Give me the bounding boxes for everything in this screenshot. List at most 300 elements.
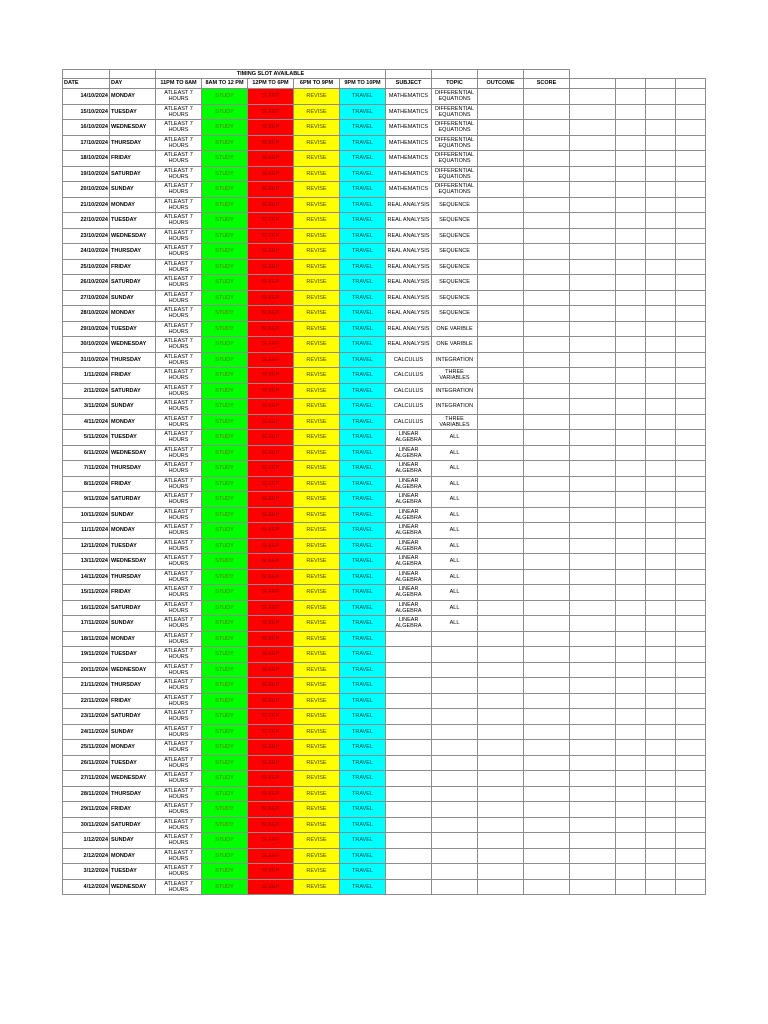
- outcome-cell[interactable]: [478, 135, 524, 151]
- empty-cell[interactable]: [676, 430, 706, 446]
- empty-cell[interactable]: [616, 275, 646, 291]
- empty-cell[interactable]: [646, 600, 676, 616]
- topic-cell[interactable]: [432, 678, 478, 694]
- topic-cell[interactable]: DIFFERENTIAL EQUATIONS: [432, 120, 478, 136]
- score-cell[interactable]: [524, 182, 570, 198]
- score-cell[interactable]: [524, 616, 570, 632]
- subject-cell[interactable]: [386, 879, 432, 895]
- subject-cell[interactable]: LINEAR ALGEBRA: [386, 492, 432, 508]
- date-cell[interactable]: 13/11/2024: [63, 554, 110, 570]
- empty-cell[interactable]: [676, 476, 706, 492]
- outcome-cell[interactable]: [478, 554, 524, 570]
- date-cell[interactable]: 22/11/2024: [63, 693, 110, 709]
- empty-cell[interactable]: [478, 70, 524, 79]
- topic-cell[interactable]: ALL: [432, 554, 478, 570]
- empty-cell[interactable]: [676, 616, 706, 632]
- slot-travel-cell[interactable]: TRAVEL: [340, 213, 386, 229]
- slot-sleep-cell[interactable]: SLEEP: [248, 89, 294, 105]
- day-cell[interactable]: FRIDAY: [110, 585, 156, 601]
- outcome-cell[interactable]: [478, 817, 524, 833]
- empty-cell[interactable]: [676, 523, 706, 539]
- empty-cell[interactable]: [570, 228, 616, 244]
- slot-sleep-cell[interactable]: SLEEP: [248, 213, 294, 229]
- empty-cell[interactable]: [570, 352, 616, 368]
- slot-sleep-hours-cell[interactable]: ATLEAST 7 HOURS: [156, 135, 202, 151]
- empty-cell[interactable]: [616, 151, 646, 167]
- slot-revise-cell[interactable]: REVISE: [294, 709, 340, 725]
- slot-travel-cell[interactable]: TRAVEL: [340, 647, 386, 663]
- score-cell[interactable]: [524, 693, 570, 709]
- outcome-cell[interactable]: [478, 399, 524, 415]
- slot-study-cell[interactable]: STUDY: [202, 585, 248, 601]
- subject-cell[interactable]: CALCULUS: [386, 414, 432, 430]
- empty-cell[interactable]: [570, 616, 616, 632]
- slot-sleep-cell[interactable]: SLEEP: [248, 492, 294, 508]
- empty-cell[interactable]: [616, 337, 646, 353]
- subject-cell[interactable]: LINEAR ALGEBRA: [386, 476, 432, 492]
- empty-cell[interactable]: [570, 197, 616, 213]
- slot-sleep-hours-cell[interactable]: ATLEAST 7 HOURS: [156, 321, 202, 337]
- empty-cell[interactable]: [570, 259, 616, 275]
- empty-cell[interactable]: [616, 430, 646, 446]
- subject-cell[interactable]: CALCULUS: [386, 383, 432, 399]
- day-cell[interactable]: TUESDAY: [110, 864, 156, 880]
- empty-cell[interactable]: [432, 70, 478, 79]
- slot-study-cell[interactable]: STUDY: [202, 244, 248, 260]
- slot-travel-cell[interactable]: TRAVEL: [340, 414, 386, 430]
- day-cell[interactable]: TUESDAY: [110, 647, 156, 663]
- day-cell[interactable]: MONDAY: [110, 848, 156, 864]
- slot-travel-cell[interactable]: TRAVEL: [340, 290, 386, 306]
- day-cell[interactable]: MONDAY: [110, 197, 156, 213]
- outcome-cell[interactable]: [478, 166, 524, 182]
- empty-cell[interactable]: [646, 275, 676, 291]
- empty-cell[interactable]: [570, 817, 616, 833]
- score-cell[interactable]: [524, 368, 570, 384]
- day-cell[interactable]: WEDNESDAY: [110, 445, 156, 461]
- slot-sleep-hours-cell[interactable]: ATLEAST 7 HOURS: [156, 399, 202, 415]
- score-cell[interactable]: [524, 678, 570, 694]
- header-slot-1[interactable]: 11PM TO 8AM: [156, 79, 202, 89]
- empty-cell[interactable]: [570, 662, 616, 678]
- slot-revise-cell[interactable]: REVISE: [294, 414, 340, 430]
- date-cell[interactable]: 14/11/2024: [63, 569, 110, 585]
- slot-study-cell[interactable]: STUDY: [202, 662, 248, 678]
- subject-cell[interactable]: [386, 848, 432, 864]
- empty-cell[interactable]: [63, 70, 110, 79]
- empty-cell[interactable]: [646, 476, 676, 492]
- slot-study-cell[interactable]: STUDY: [202, 724, 248, 740]
- topic-cell[interactable]: [432, 709, 478, 725]
- empty-cell[interactable]: [616, 290, 646, 306]
- slot-travel-cell[interactable]: TRAVEL: [340, 120, 386, 136]
- date-cell[interactable]: 3/11/2024: [63, 399, 110, 415]
- slot-sleep-hours-cell[interactable]: ATLEAST 7 HOURS: [156, 352, 202, 368]
- score-cell[interactable]: [524, 802, 570, 818]
- empty-cell[interactable]: [676, 197, 706, 213]
- empty-cell[interactable]: [570, 445, 616, 461]
- date-cell[interactable]: 24/10/2024: [63, 244, 110, 260]
- date-cell[interactable]: 10/11/2024: [63, 507, 110, 523]
- outcome-cell[interactable]: [478, 151, 524, 167]
- topic-cell[interactable]: ALL: [432, 523, 478, 539]
- outcome-cell[interactable]: [478, 244, 524, 260]
- slot-revise-cell[interactable]: REVISE: [294, 569, 340, 585]
- topic-cell[interactable]: [432, 833, 478, 849]
- header-score[interactable]: SCORE: [524, 79, 570, 89]
- empty-cell[interactable]: [646, 616, 676, 632]
- empty-cell[interactable]: [616, 600, 646, 616]
- slot-study-cell[interactable]: STUDY: [202, 492, 248, 508]
- subject-cell[interactable]: CALCULUS: [386, 352, 432, 368]
- empty-cell[interactable]: [570, 848, 616, 864]
- empty-cell[interactable]: [616, 662, 646, 678]
- empty-cell[interactable]: [570, 771, 616, 787]
- date-cell[interactable]: 20/11/2024: [63, 662, 110, 678]
- slot-travel-cell[interactable]: TRAVEL: [340, 337, 386, 353]
- topic-cell[interactable]: [432, 864, 478, 880]
- slot-travel-cell[interactable]: TRAVEL: [340, 833, 386, 849]
- empty-cell[interactable]: [616, 755, 646, 771]
- empty-cell[interactable]: [570, 399, 616, 415]
- empty-cell[interactable]: [646, 569, 676, 585]
- subject-cell[interactable]: [386, 678, 432, 694]
- slot-study-cell[interactable]: STUDY: [202, 352, 248, 368]
- slot-travel-cell[interactable]: TRAVEL: [340, 740, 386, 756]
- subject-cell[interactable]: MATHEMATICS: [386, 89, 432, 105]
- day-cell[interactable]: MONDAY: [110, 740, 156, 756]
- topic-cell[interactable]: ALL: [432, 476, 478, 492]
- empty-cell[interactable]: [570, 275, 616, 291]
- empty-cell[interactable]: [646, 399, 676, 415]
- slot-sleep-hours-cell[interactable]: ATLEAST 7 HOURS: [156, 678, 202, 694]
- topic-cell[interactable]: ALL: [432, 616, 478, 632]
- outcome-cell[interactable]: [478, 368, 524, 384]
- outcome-cell[interactable]: [478, 445, 524, 461]
- outcome-cell[interactable]: [478, 259, 524, 275]
- empty-cell[interactable]: [570, 507, 616, 523]
- empty-cell[interactable]: [570, 383, 616, 399]
- day-cell[interactable]: TUESDAY: [110, 104, 156, 120]
- slot-sleep-cell[interactable]: SLEEP: [248, 833, 294, 849]
- slot-study-cell[interactable]: STUDY: [202, 507, 248, 523]
- slot-travel-cell[interactable]: TRAVEL: [340, 848, 386, 864]
- slot-sleep-cell[interactable]: SLEEP: [248, 476, 294, 492]
- empty-cell[interactable]: [616, 182, 646, 198]
- subject-cell[interactable]: REAL ANALYSIS: [386, 321, 432, 337]
- outcome-cell[interactable]: [478, 383, 524, 399]
- date-cell[interactable]: 21/10/2024: [63, 197, 110, 213]
- outcome-cell[interactable]: [478, 228, 524, 244]
- day-cell[interactable]: THURSDAY: [110, 135, 156, 151]
- empty-cell[interactable]: [570, 864, 616, 880]
- empty-cell[interactable]: [616, 89, 646, 105]
- slot-revise-cell[interactable]: REVISE: [294, 399, 340, 415]
- slot-travel-cell[interactable]: TRAVEL: [340, 709, 386, 725]
- empty-cell[interactable]: [646, 709, 676, 725]
- empty-cell[interactable]: [646, 523, 676, 539]
- empty-cell[interactable]: [570, 755, 616, 771]
- empty-cell[interactable]: [570, 538, 616, 554]
- slot-revise-cell[interactable]: REVISE: [294, 182, 340, 198]
- score-cell[interactable]: [524, 461, 570, 477]
- date-cell[interactable]: 8/11/2024: [63, 476, 110, 492]
- empty-cell[interactable]: [616, 213, 646, 229]
- slot-revise-cell[interactable]: REVISE: [294, 104, 340, 120]
- subject-cell[interactable]: [386, 647, 432, 663]
- day-cell[interactable]: SATURDAY: [110, 166, 156, 182]
- subject-cell[interactable]: LINEAR ALGEBRA: [386, 554, 432, 570]
- subject-cell[interactable]: LINEAR ALGEBRA: [386, 538, 432, 554]
- slot-travel-cell[interactable]: TRAVEL: [340, 569, 386, 585]
- slot-sleep-hours-cell[interactable]: ATLEAST 7 HOURS: [156, 616, 202, 632]
- slot-sleep-hours-cell[interactable]: ATLEAST 7 HOURS: [156, 383, 202, 399]
- empty-cell[interactable]: [646, 120, 676, 136]
- empty-cell[interactable]: [676, 352, 706, 368]
- subject-cell[interactable]: MATHEMATICS: [386, 151, 432, 167]
- empty-cell[interactable]: [646, 244, 676, 260]
- day-cell[interactable]: SUNDAY: [110, 507, 156, 523]
- empty-cell[interactable]: [676, 585, 706, 601]
- topic-cell[interactable]: [432, 693, 478, 709]
- date-cell[interactable]: 16/11/2024: [63, 600, 110, 616]
- topic-cell[interactable]: ONE VARIBLE: [432, 321, 478, 337]
- slot-revise-cell[interactable]: REVISE: [294, 724, 340, 740]
- empty-cell[interactable]: [616, 228, 646, 244]
- empty-cell[interactable]: [646, 259, 676, 275]
- topic-cell[interactable]: [432, 786, 478, 802]
- slot-sleep-hours-cell[interactable]: ATLEAST 7 HOURS: [156, 817, 202, 833]
- slot-sleep-cell[interactable]: SLEEP: [248, 662, 294, 678]
- slot-travel-cell[interactable]: TRAVEL: [340, 166, 386, 182]
- subject-cell[interactable]: REAL ANALYSIS: [386, 228, 432, 244]
- empty-cell[interactable]: [570, 647, 616, 663]
- slot-sleep-hours-cell[interactable]: ATLEAST 7 HOURS: [156, 802, 202, 818]
- empty-cell[interactable]: [676, 740, 706, 756]
- outcome-cell[interactable]: [478, 290, 524, 306]
- empty-cell[interactable]: [646, 104, 676, 120]
- outcome-cell[interactable]: [478, 848, 524, 864]
- empty-cell[interactable]: [676, 709, 706, 725]
- empty-cell[interactable]: [646, 554, 676, 570]
- empty-cell[interactable]: [616, 104, 646, 120]
- date-cell[interactable]: 30/10/2024: [63, 337, 110, 353]
- subject-cell[interactable]: LINEAR ALGEBRA: [386, 430, 432, 446]
- slot-sleep-hours-cell[interactable]: ATLEAST 7 HOURS: [156, 554, 202, 570]
- date-cell[interactable]: 18/11/2024: [63, 631, 110, 647]
- date-cell[interactable]: 4/12/2024: [63, 879, 110, 895]
- empty-cell[interactable]: [646, 182, 676, 198]
- slot-study-cell[interactable]: STUDY: [202, 833, 248, 849]
- day-cell[interactable]: FRIDAY: [110, 259, 156, 275]
- header-slot-2[interactable]: 8AM TO 12 PM: [202, 79, 248, 89]
- slot-travel-cell[interactable]: TRAVEL: [340, 771, 386, 787]
- date-cell[interactable]: 5/11/2024: [63, 430, 110, 446]
- slot-travel-cell[interactable]: TRAVEL: [340, 693, 386, 709]
- slot-revise-cell[interactable]: REVISE: [294, 259, 340, 275]
- score-cell[interactable]: [524, 135, 570, 151]
- slot-sleep-cell[interactable]: SLEEP: [248, 166, 294, 182]
- slot-sleep-hours-cell[interactable]: ATLEAST 7 HOURS: [156, 538, 202, 554]
- topic-cell[interactable]: ALL: [432, 538, 478, 554]
- topic-cell[interactable]: [432, 740, 478, 756]
- slot-travel-cell[interactable]: TRAVEL: [340, 368, 386, 384]
- slot-study-cell[interactable]: STUDY: [202, 740, 248, 756]
- score-cell[interactable]: [524, 786, 570, 802]
- score-cell[interactable]: [524, 337, 570, 353]
- header-outcome[interactable]: OUTCOME: [478, 79, 524, 89]
- slot-revise-cell[interactable]: REVISE: [294, 476, 340, 492]
- date-cell[interactable]: 18/10/2024: [63, 151, 110, 167]
- slot-study-cell[interactable]: STUDY: [202, 461, 248, 477]
- slot-study-cell[interactable]: STUDY: [202, 414, 248, 430]
- date-cell[interactable]: 29/10/2024: [63, 321, 110, 337]
- date-cell[interactable]: 28/10/2024: [63, 306, 110, 322]
- slot-revise-cell[interactable]: REVISE: [294, 321, 340, 337]
- subject-cell[interactable]: [386, 817, 432, 833]
- date-cell[interactable]: 28/11/2024: [63, 786, 110, 802]
- day-cell[interactable]: WEDNESDAY: [110, 554, 156, 570]
- slot-revise-cell[interactable]: REVISE: [294, 786, 340, 802]
- empty-cell[interactable]: [616, 771, 646, 787]
- empty-cell[interactable]: [676, 817, 706, 833]
- empty-cell[interactable]: [570, 244, 616, 260]
- outcome-cell[interactable]: [478, 662, 524, 678]
- slot-sleep-cell[interactable]: SLEEP: [248, 135, 294, 151]
- topic-cell[interactable]: ALL: [432, 445, 478, 461]
- empty-cell[interactable]: [616, 786, 646, 802]
- empty-cell[interactable]: [570, 166, 616, 182]
- empty-cell[interactable]: [570, 569, 616, 585]
- empty-cell[interactable]: [570, 740, 616, 756]
- score-cell[interactable]: [524, 833, 570, 849]
- topic-cell[interactable]: [432, 724, 478, 740]
- empty-cell[interactable]: [616, 802, 646, 818]
- slot-sleep-cell[interactable]: SLEEP: [248, 817, 294, 833]
- outcome-cell[interactable]: [478, 755, 524, 771]
- date-cell[interactable]: 2/12/2024: [63, 848, 110, 864]
- topic-cell[interactable]: [432, 802, 478, 818]
- day-cell[interactable]: FRIDAY: [110, 368, 156, 384]
- empty-cell[interactable]: [676, 554, 706, 570]
- slot-sleep-hours-cell[interactable]: ATLEAST 7 HOURS: [156, 445, 202, 461]
- slot-sleep-cell[interactable]: SLEEP: [248, 259, 294, 275]
- topic-cell[interactable]: [432, 631, 478, 647]
- date-cell[interactable]: 21/11/2024: [63, 678, 110, 694]
- slot-sleep-cell[interactable]: SLEEP: [248, 724, 294, 740]
- date-cell[interactable]: 31/10/2024: [63, 352, 110, 368]
- slot-study-cell[interactable]: STUDY: [202, 368, 248, 384]
- slot-sleep-hours-cell[interactable]: ATLEAST 7 HOURS: [156, 848, 202, 864]
- slot-study-cell[interactable]: STUDY: [202, 166, 248, 182]
- slot-study-cell[interactable]: STUDY: [202, 864, 248, 880]
- score-cell[interactable]: [524, 89, 570, 105]
- empty-cell[interactable]: [616, 848, 646, 864]
- slot-sleep-cell[interactable]: SLEEP: [248, 709, 294, 725]
- topic-cell[interactable]: SEQUENCE: [432, 244, 478, 260]
- empty-cell[interactable]: [676, 414, 706, 430]
- slot-sleep-cell[interactable]: SLEEP: [248, 569, 294, 585]
- slot-study-cell[interactable]: STUDY: [202, 337, 248, 353]
- empty-cell[interactable]: [616, 244, 646, 260]
- date-cell[interactable]: 25/11/2024: [63, 740, 110, 756]
- empty-cell[interactable]: [570, 554, 616, 570]
- empty-cell[interactable]: [570, 213, 616, 229]
- empty-cell[interactable]: [570, 461, 616, 477]
- score-cell[interactable]: [524, 523, 570, 539]
- slot-travel-cell[interactable]: TRAVEL: [340, 430, 386, 446]
- empty-cell[interactable]: [646, 228, 676, 244]
- slot-revise-cell[interactable]: REVISE: [294, 445, 340, 461]
- empty-cell[interactable]: [676, 662, 706, 678]
- empty-cell[interactable]: [646, 383, 676, 399]
- empty-cell[interactable]: [570, 585, 616, 601]
- slot-study-cell[interactable]: STUDY: [202, 538, 248, 554]
- outcome-cell[interactable]: [478, 352, 524, 368]
- slot-travel-cell[interactable]: TRAVEL: [340, 228, 386, 244]
- slot-travel-cell[interactable]: TRAVEL: [340, 507, 386, 523]
- slot-revise-cell[interactable]: REVISE: [294, 833, 340, 849]
- slot-study-cell[interactable]: STUDY: [202, 259, 248, 275]
- empty-cell[interactable]: [676, 445, 706, 461]
- empty-cell[interactable]: [110, 70, 156, 79]
- slot-travel-cell[interactable]: TRAVEL: [340, 554, 386, 570]
- empty-cell[interactable]: [646, 414, 676, 430]
- empty-cell[interactable]: [676, 259, 706, 275]
- slot-sleep-cell[interactable]: SLEEP: [248, 538, 294, 554]
- empty-cell[interactable]: [616, 399, 646, 415]
- outcome-cell[interactable]: [478, 182, 524, 198]
- slot-sleep-hours-cell[interactable]: ATLEAST 7 HOURS: [156, 414, 202, 430]
- date-cell[interactable]: 1/11/2024: [63, 368, 110, 384]
- day-cell[interactable]: SUNDAY: [110, 182, 156, 198]
- empty-cell[interactable]: [646, 445, 676, 461]
- outcome-cell[interactable]: [478, 569, 524, 585]
- empty-cell[interactable]: [570, 833, 616, 849]
- outcome-cell[interactable]: [478, 430, 524, 446]
- empty-cell[interactable]: [676, 275, 706, 291]
- outcome-cell[interactable]: [478, 802, 524, 818]
- slot-travel-cell[interactable]: TRAVEL: [340, 104, 386, 120]
- day-cell[interactable]: TUESDAY: [110, 538, 156, 554]
- date-cell[interactable]: 4/11/2024: [63, 414, 110, 430]
- empty-cell[interactable]: [616, 523, 646, 539]
- slot-study-cell[interactable]: STUDY: [202, 848, 248, 864]
- slot-travel-cell[interactable]: TRAVEL: [340, 600, 386, 616]
- slot-revise-cell[interactable]: REVISE: [294, 771, 340, 787]
- empty-cell[interactable]: [646, 337, 676, 353]
- empty-cell[interactable]: [616, 507, 646, 523]
- score-cell[interactable]: [524, 817, 570, 833]
- subject-cell[interactable]: LINEAR ALGEBRA: [386, 569, 432, 585]
- slot-study-cell[interactable]: STUDY: [202, 616, 248, 632]
- slot-revise-cell[interactable]: REVISE: [294, 678, 340, 694]
- empty-cell[interactable]: [570, 724, 616, 740]
- slot-sleep-cell[interactable]: SLEEP: [248, 461, 294, 477]
- outcome-cell[interactable]: [478, 104, 524, 120]
- empty-cell[interactable]: [616, 538, 646, 554]
- slot-study-cell[interactable]: STUDY: [202, 693, 248, 709]
- empty-cell[interactable]: [616, 476, 646, 492]
- day-cell[interactable]: WEDNESDAY: [110, 662, 156, 678]
- empty-cell[interactable]: [616, 445, 646, 461]
- score-cell[interactable]: [524, 569, 570, 585]
- slot-sleep-hours-cell[interactable]: ATLEAST 7 HOURS: [156, 585, 202, 601]
- outcome-cell[interactable]: [478, 321, 524, 337]
- subject-cell[interactable]: [386, 709, 432, 725]
- slot-sleep-hours-cell[interactable]: ATLEAST 7 HOURS: [156, 631, 202, 647]
- slot-revise-cell[interactable]: REVISE: [294, 306, 340, 322]
